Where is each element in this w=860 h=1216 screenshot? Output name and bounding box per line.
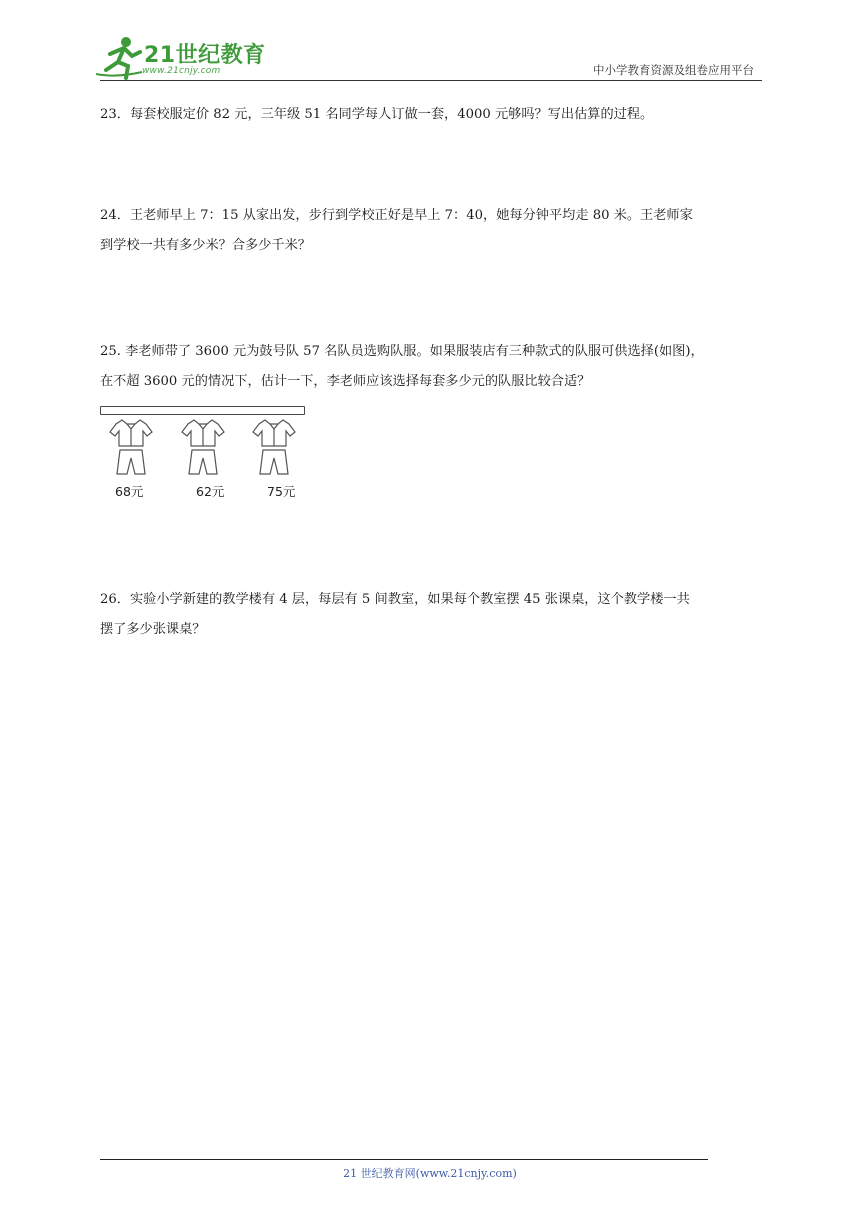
question-26 [100, 585, 760, 645]
uniform-figure [100, 406, 306, 506]
question-line: 到学校一共有多少米？合多少千米？ [100, 238, 311, 253]
runner-logo-icon [96, 34, 144, 80]
uniform-icon [178, 416, 228, 476]
question-25 [100, 337, 760, 397]
question-line: 25. 李老师带了 3600 元为鼓号队 57 名队员选购队服。如果服装店有三种款式的队服可供选择(如图)， [100, 344, 704, 359]
question-line: 摆了多少张课桌？ [100, 622, 206, 637]
question-23 [100, 100, 760, 130]
uniform-icon [106, 416, 156, 476]
price-label: 75元 [267, 484, 296, 499]
question-line: 在不超 3600 元的情况下，估计一下，李老师应该选择每套多少元的队服比较合适？ [100, 374, 591, 389]
question-line: 23．每套校服定价 82 元，三年级 51 名同学每人订做一套，4000 元够吗？写出估算的过程。 [100, 107, 654, 122]
hanging-rail [100, 406, 305, 415]
logo-url: www.21cnjy.com [142, 66, 221, 76]
page-header [96, 34, 760, 82]
question-line: 24．王老师早上 7：15 从家出发，步行到学校正好是早上 7：40，她每分钟平均走 80 米。王老师家 [100, 208, 693, 223]
logo-text: 21世纪教育 [144, 43, 266, 68]
uniform-icon [249, 416, 299, 476]
question-line: 26．实验小学新建的教学楼有 4 层，每层有 5 间教室，如果每个教室摆 45 张课桌，这个教学楼一共 [100, 592, 690, 607]
platform-title: 中小学教育资源及组卷应用平台 [593, 63, 754, 77]
question-24 [100, 201, 760, 261]
site-logo[interactable] [96, 34, 266, 80]
footer-divider [100, 1159, 708, 1160]
price-label: 68元 [115, 484, 144, 499]
header-divider [100, 80, 762, 81]
price-label: 62元 [196, 484, 225, 499]
footer-link[interactable]: 21 世纪教育网(www.21cnjy.com) [343, 1167, 517, 1180]
